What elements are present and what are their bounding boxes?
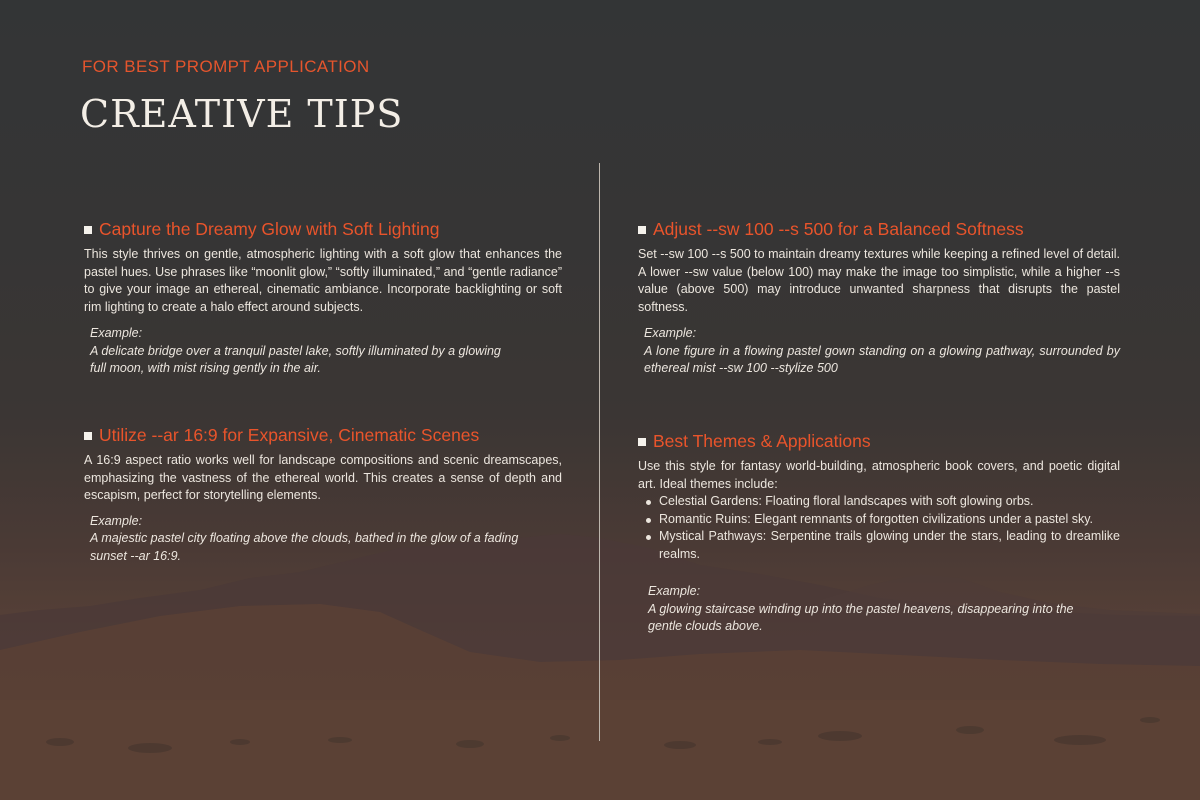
section-soft-lighting bbox=[84, 219, 562, 378]
square-bullet-icon bbox=[84, 226, 92, 234]
theme-list-item bbox=[642, 493, 1120, 511]
bullet-dot-icon bbox=[646, 535, 651, 540]
section-body: This style thrives on gentle, atmospheric lighting with a soft glow that enhances the pastel hues. Use phrases like “moonlit glow,” “softly illuminated,” and “gentle radiance” to give your image an ethereal, cinematic ambiance. Incorporate backlighting or soft rim lighting to create a halo effect around subjects. bbox=[84, 247, 562, 314]
bullet-dot-icon bbox=[646, 518, 651, 523]
square-bullet-icon bbox=[638, 226, 646, 234]
bullet-dot-icon bbox=[646, 500, 651, 505]
example-block bbox=[644, 325, 1120, 378]
example-label: Example: bbox=[90, 326, 143, 340]
example-text: A glowing staircase winding up into the pastel heavens, disappearing into the gentle clouds above. bbox=[648, 601, 1074, 633]
page-title: CREATIVE TIPS bbox=[80, 92, 404, 136]
theme-list-item bbox=[642, 511, 1120, 529]
example-text: A delicate bridge over a tranquil pastel lake, softly illuminated by a glowing full moon, with mist rising gently in the air. bbox=[90, 343, 501, 375]
column-divider bbox=[599, 163, 600, 741]
square-bullet-icon bbox=[84, 432, 92, 440]
example-text: A lone figure in a flowing pastel gown standing on a glowing pathway, surrounded by ethereal mist --sw 100 --stylize 500 bbox=[644, 343, 1120, 375]
section-body: Use this style for fantasy world-building, atmospheric book covers, and poetic digital art. Ideal themes include: bbox=[638, 459, 1120, 491]
example-block bbox=[90, 325, 562, 378]
theme-list bbox=[642, 493, 1120, 563]
section-best-themes bbox=[638, 431, 1120, 636]
theme-item-text: Romantic Ruins: Elegant remnants of forgotten civilizations under a pastel sky. bbox=[659, 511, 1094, 526]
section-body: A 16:9 aspect ratio works well for landscape compositions and scenic dreamscapes, emphasizing the vastness of the ethereal world. This creates a sense of depth and escapism, perfect for storytelling elements. bbox=[84, 453, 562, 502]
section-heading bbox=[84, 425, 562, 446]
section-aspect-ratio bbox=[84, 425, 562, 565]
example-label: Example: bbox=[644, 326, 697, 340]
section-heading-text: Capture the Dreamy Glow with Soft Lighting bbox=[99, 219, 440, 239]
example-text: A majestic pastel city floating above the clouds, bathed in the glow of a fading sunset --ar 16:9. bbox=[90, 531, 519, 563]
section-balanced-softness bbox=[638, 219, 1120, 378]
section-body: Set --sw 100 --s 500 to maintain dreamy textures while keeping a refined level of detail. A lower --sw value (below 100) may make the image too simplistic, while a higher --s value (above 500) may introduce unwanted sharpness that disrupts the pastel softness. bbox=[638, 247, 1120, 314]
section-heading-text: Utilize --ar 16:9 for Expansive, Cinematic Scenes bbox=[99, 425, 480, 445]
theme-item-text: Celestial Gardens: Floating floral landscapes with soft glowing orbs. bbox=[659, 494, 1034, 508]
section-heading-text: Best Themes & Applications bbox=[653, 431, 871, 451]
section-heading-text: Adjust --sw 100 --s 500 for a Balanced Softness bbox=[653, 219, 1024, 239]
section-heading bbox=[638, 219, 1120, 240]
example-block bbox=[90, 513, 562, 566]
example-block bbox=[648, 583, 1120, 636]
example-label: Example: bbox=[90, 513, 143, 528]
section-heading bbox=[638, 431, 1120, 452]
square-bullet-icon bbox=[638, 438, 646, 446]
theme-list-item bbox=[642, 528, 1120, 563]
theme-item-text: Mystical Pathways: Serpentine trails glowing under the stars, leading to dreamlike realms. bbox=[659, 529, 1120, 561]
example-label: Example: bbox=[648, 584, 701, 598]
section-heading bbox=[84, 219, 562, 240]
eyebrow-label: FOR BEST PROMPT APPLICATION bbox=[82, 57, 370, 76]
